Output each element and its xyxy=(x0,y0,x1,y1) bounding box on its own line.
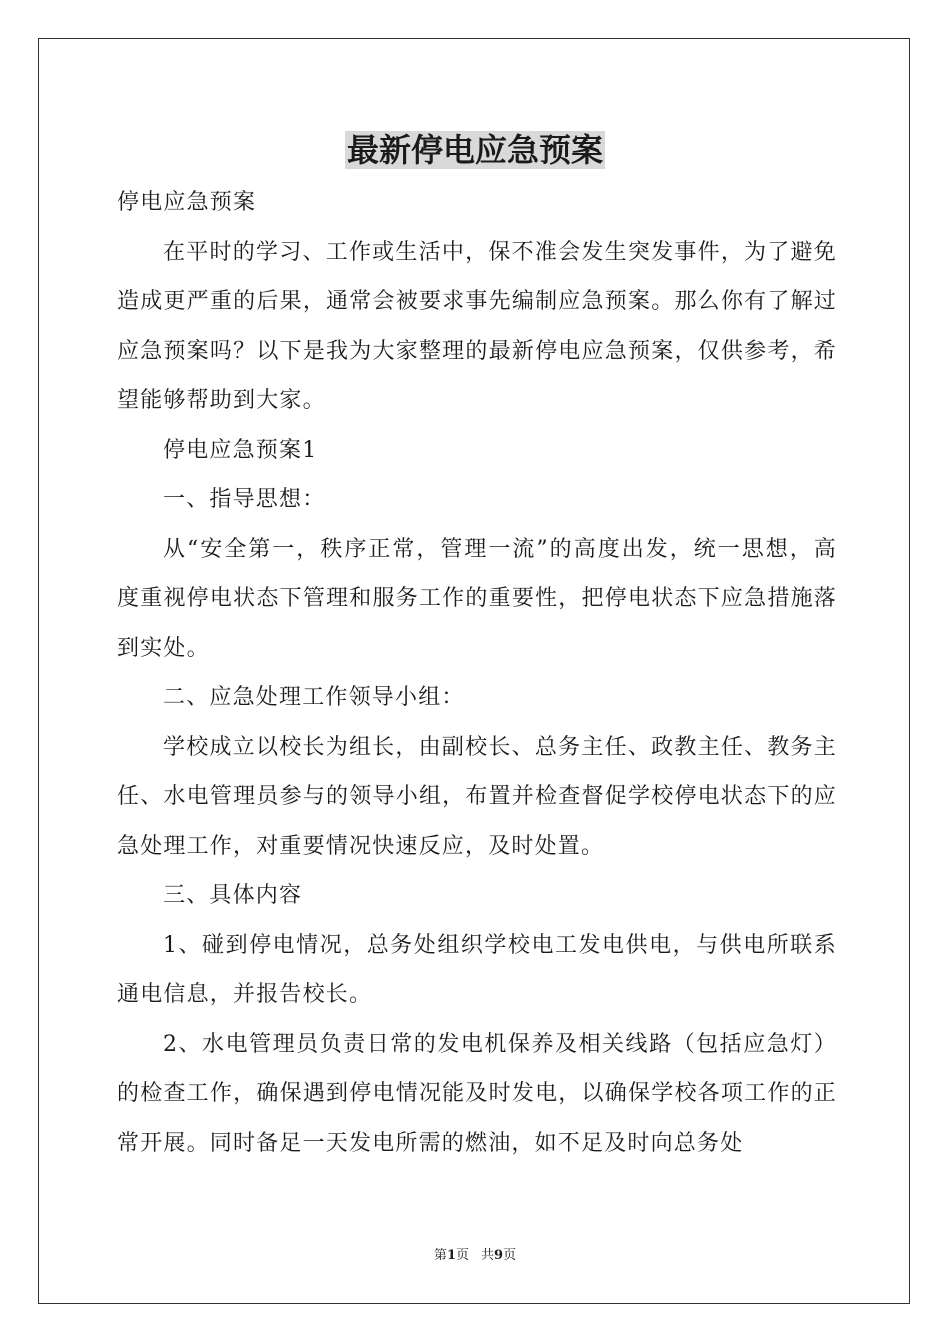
page-suffix: 页 xyxy=(455,1248,469,1263)
paragraph: 1、碰到停电情况，总务处组织学校电工发电供电，与供电所联系通电信息，并报告校长。 xyxy=(117,932,837,1007)
total-suffix: 页 xyxy=(503,1248,517,1263)
section-heading: 二、应急处理工作领导小组： xyxy=(163,685,465,710)
page-current: 1 xyxy=(446,1248,456,1263)
document-body xyxy=(117,178,837,1168)
section-heading: 一、指导思想： xyxy=(163,487,326,512)
paragraph: 从“安全第一，秩序正常，管理一流”的高度出发，统一思想，高度重视停电状态下管理和服务工作的重要性，把停电状态下应急措施落到实处。 xyxy=(117,536,837,661)
page-footer xyxy=(0,1247,950,1265)
document-title: 最新停电应急预案 xyxy=(346,131,603,169)
paragraph: 停电应急预案 xyxy=(117,190,257,215)
total-prefix: 共 xyxy=(481,1248,495,1263)
paragraph: 学校成立以校长为组长，由副校长、总务主任、政教主任、教务主任、水电管理员参与的领导小组，布置并检查督促学校停电状态下的应急处理工作，对重要情况快速反应，及时处置。 xyxy=(117,734,837,859)
paragraph: 2、水电管理员负责日常的发电机保养及相关线路（包括应急灯）的检查工作，确保遇到停电情况能及时发电，以确保学校各项工作的正常开展。同时备足一天发电所需的燃油，如不足及时向总务处 xyxy=(117,1031,837,1156)
section-heading: 三、具体内容 xyxy=(163,883,303,908)
page-total: 9 xyxy=(494,1248,504,1263)
paragraph: 停电应急预案1 xyxy=(163,437,318,463)
page-prefix: 第 xyxy=(433,1248,447,1263)
paragraph: 在平时的学习、工作或生活中，保不准会发生突发事件，为了避免造成更严重的后果，通常会被要求事先编制应急预案。那么你有了解过应急预案吗？以下是我为大家整理的最新停电应急预案，仅供参考，希望能够帮助到大家。 xyxy=(117,239,837,413)
